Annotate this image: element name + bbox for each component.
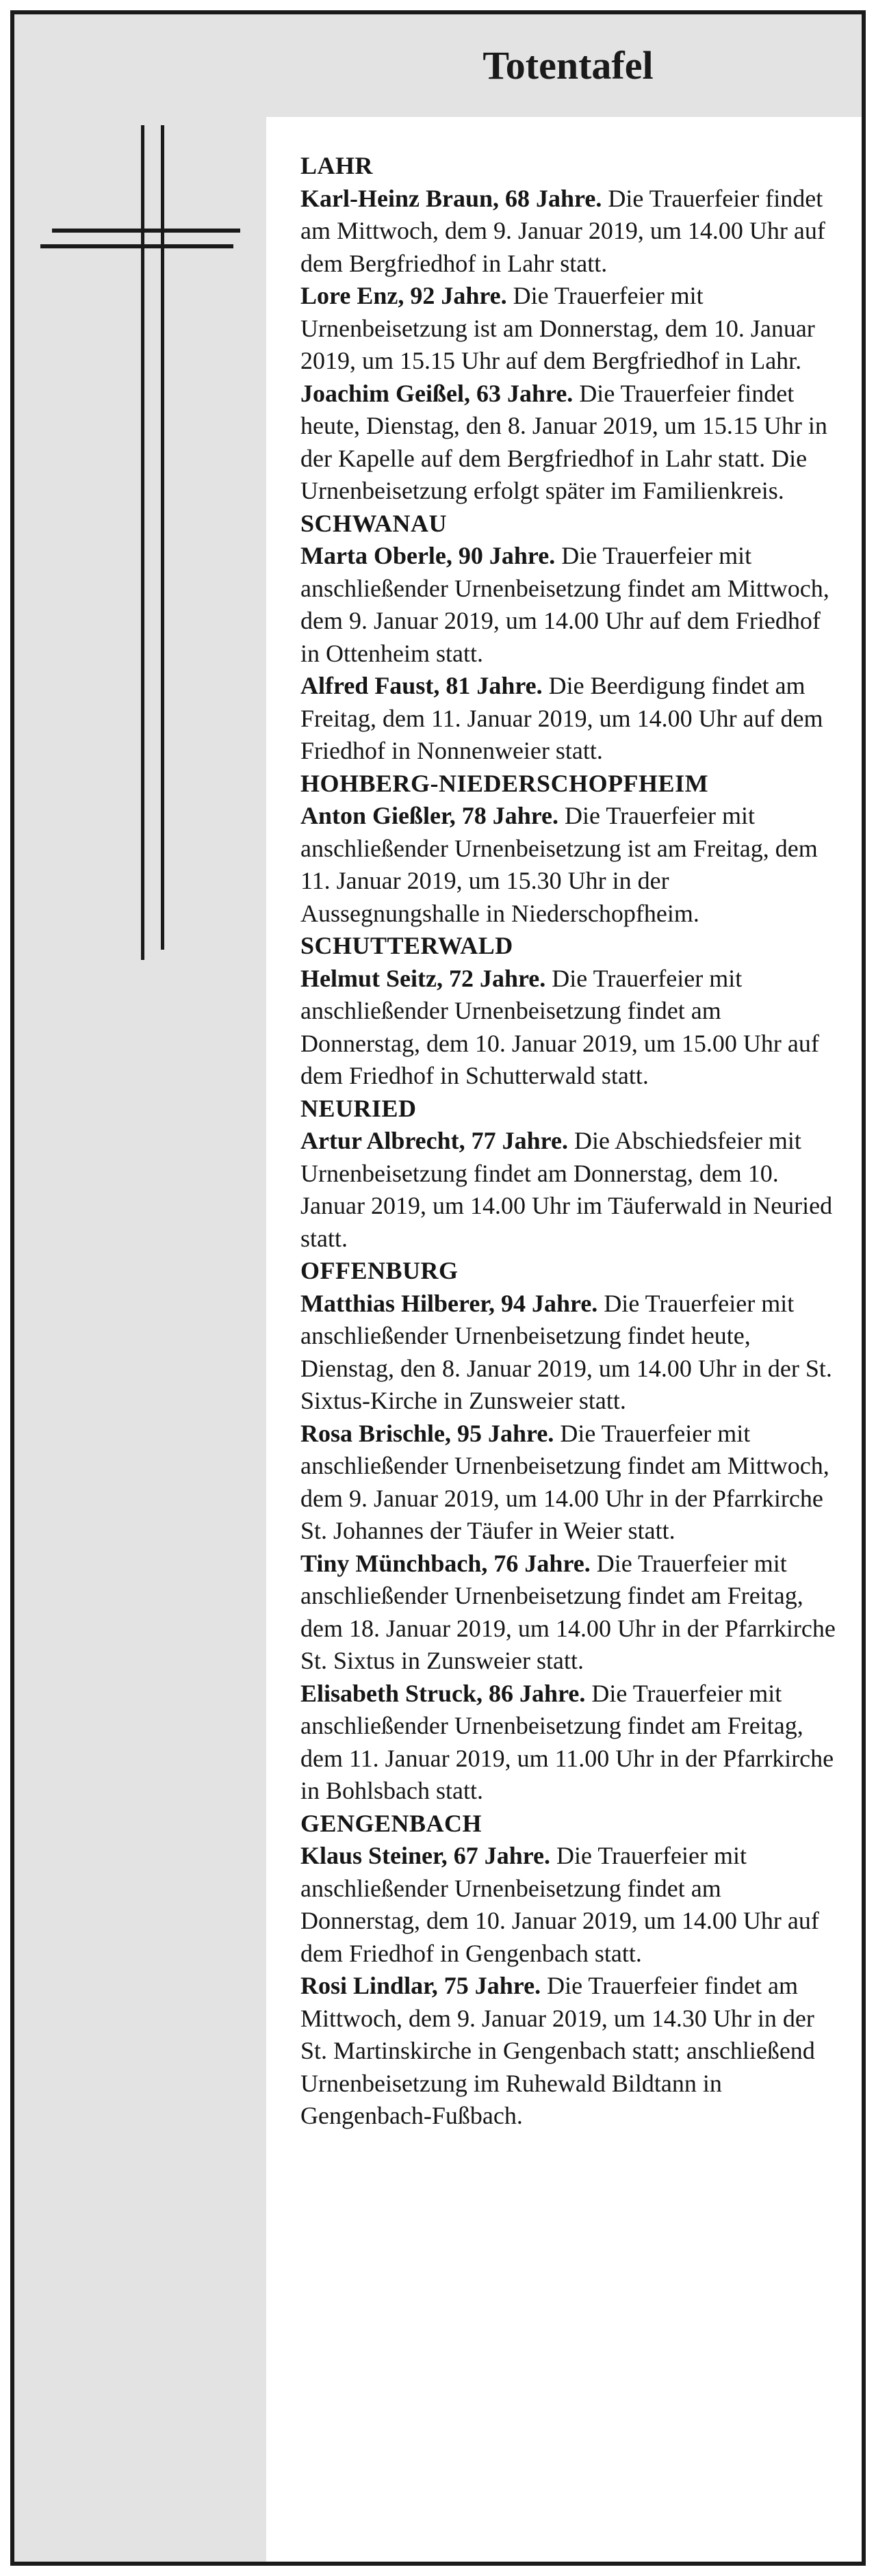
section-place-title: GENGENBACH — [300, 1809, 482, 1837]
deceased-name: Rosi Lindlar, 75 Jahre. — [300, 1972, 541, 1999]
deceased-name: Rosa Brischle, 95 Jahre. — [300, 1419, 554, 1447]
ceremony-details: Die Trauerfeier mit anschließender Urnenbeisetzung findet am Freitag, dem 11. Januar 2019, um 11.00 Uhr in der Pfarrkirche in Bohlsbach statt. — [300, 1679, 834, 1804]
ceremony-details: Die Beerdigung findet am Freitag, dem 11. Januar 2019, um 14.00 Uhr auf dem Friedhof in Nonnenweier statt. — [300, 672, 823, 764]
page-title: Totentafel — [482, 43, 654, 88]
obituary-list — [266, 117, 862, 2562]
ceremony-details: Die Trauerfeier mit Urnenbeisetzung ist am Donnerstag, dem 10. Januar 2019, um 15.15 Uhr auf dem Bergfriedhof in Lahr. — [300, 282, 815, 374]
obituary-entry — [300, 280, 845, 378]
section-place-title: SCHWANAU — [300, 509, 448, 537]
ceremony-details: Die Trauerfeier mit anschließender Urnenbeisetzung findet am Mittwoch, dem 9. Januar 2019, um 14.00 Uhr in der Pfarrkirche St. Johannes der Täufer in Weier statt. — [300, 1419, 829, 1544]
deceased-name: Elisabeth Struck, 86 Jahre. — [300, 1679, 586, 1707]
deceased-name: Helmut Seitz, 72 Jahre. — [300, 964, 546, 992]
section-place-title: OFFENBURG — [300, 1257, 459, 1284]
ceremony-details: Die Trauerfeier mit anschließender Urnenbeisetzung findet am Donnerstag, dem 10. Januar 2019, um 15.00 Uhr auf dem Friedhof in Schutterwald statt. — [300, 964, 819, 1089]
ceremony-details: Die Trauerfeier mit anschließender Urnenbeisetzung ist am Freitag, dem 11. Januar 2019, um 15.30 Uhr in der Aussegnungshalle in Niederschopfheim. — [300, 802, 818, 927]
section-place-title: LAHR — [300, 152, 374, 179]
section-place-title: NEURIED — [300, 1094, 417, 1122]
deceased-name: Tiny Münchbach, 76 Jahre. — [300, 1549, 591, 1577]
deceased-name: Klaus Steiner, 67 Jahre. — [300, 1842, 551, 1869]
obituary-entry — [300, 183, 845, 281]
deceased-name: Anton Gießler, 78 Jahre. — [300, 802, 559, 829]
obituary-entry — [300, 1548, 845, 1678]
section-place-title: HOHBERG-NIEDERSCHOPFHEIM — [300, 769, 709, 797]
ceremony-details: Die Trauerfeier mit anschließender Urnenbeisetzung findet heute, Dienstag, den 8. Januar 2019, um 14.00 Uhr in der St. Sixtus-Kirche in Zunsweier statt. — [300, 1289, 832, 1414]
obituary-entry — [300, 1678, 845, 1808]
ceremony-details: Die Trauerfeier findet am Mittwoch, dem 9. Januar 2019, um 14.30 Uhr in der St. Martinskirche in Gengenbach statt; anschließend Urnenbeisetzung im Ruhewald Bildtann in Gengenbach-Fußbach. — [300, 1972, 815, 2129]
obituary-entry — [300, 963, 845, 1093]
obituary-entry — [300, 1418, 845, 1548]
ceremony-details: Die Abschiedsfeier mit Urnenbeisetzung findet am Donnerstag, dem 10. Januar 2019, um 14.00 Uhr im Täuferwald in Neuried statt. — [300, 1127, 833, 1252]
ceremony-details: Die Trauerfeier findet am Mittwoch, dem 9. Januar 2019, um 14.00 Uhr auf dem Bergfriedhof in Lahr statt. — [300, 184, 825, 277]
ceremony-details: Die Trauerfeier findet heute, Dienstag, den 8. Januar 2019, um 15.15 Uhr in der Kapelle auf dem Bergfriedhof in Lahr statt. Die Urnenbeisetzung erfolgt später im Familienkreis. — [300, 379, 827, 504]
obituary-entry — [300, 540, 845, 670]
cross-icon — [14, 117, 268, 972]
obituary-entry — [300, 1840, 845, 1970]
deceased-name: Lore Enz, 92 Jahre. — [300, 282, 507, 309]
obituary-entry — [300, 378, 845, 508]
obituary-entry — [300, 800, 845, 930]
obituary-board — [10, 10, 866, 2566]
obituary-entry — [300, 1125, 845, 1255]
deceased-name: Artur Albrecht, 77 Jahre. — [300, 1127, 568, 1154]
obituary-entry — [300, 1970, 845, 2133]
ceremony-details: Die Trauerfeier mit anschließender Urnenbeisetzung findet am Donnerstag, dem 10. Januar 2019, um 14.00 Uhr auf dem Friedhof in Gengenbach statt. — [300, 1842, 819, 1967]
ceremony-details: Die Trauerfeier mit anschließender Urnenbeisetzung findet am Freitag, dem 18. Januar 2019, um 14.00 Uhr in der Pfarrkirche St. Sixtus in Zunsweier statt. — [300, 1549, 836, 1674]
deceased-name: Alfred Faust, 81 Jahre. — [300, 672, 543, 699]
deceased-name: Karl-Heinz Braun, 68 Jahre. — [300, 184, 602, 212]
obituary-entry — [300, 1288, 845, 1418]
ceremony-details: Die Trauerfeier mit anschließender Urnenbeisetzung findet am Mittwoch, dem 9. Januar 2019, um 14.00 Uhr auf dem Friedhof in Ottenheim statt. — [300, 542, 829, 667]
section-place-title: SCHUTTERWALD — [300, 932, 513, 959]
deceased-name: Matthias Hilberer, 94 Jahre. — [300, 1289, 598, 1317]
deceased-name: Joachim Geißel, 63 Jahre. — [300, 379, 574, 407]
obituary-entry — [300, 670, 845, 768]
deceased-name: Marta Oberle, 90 Jahre. — [300, 542, 556, 569]
